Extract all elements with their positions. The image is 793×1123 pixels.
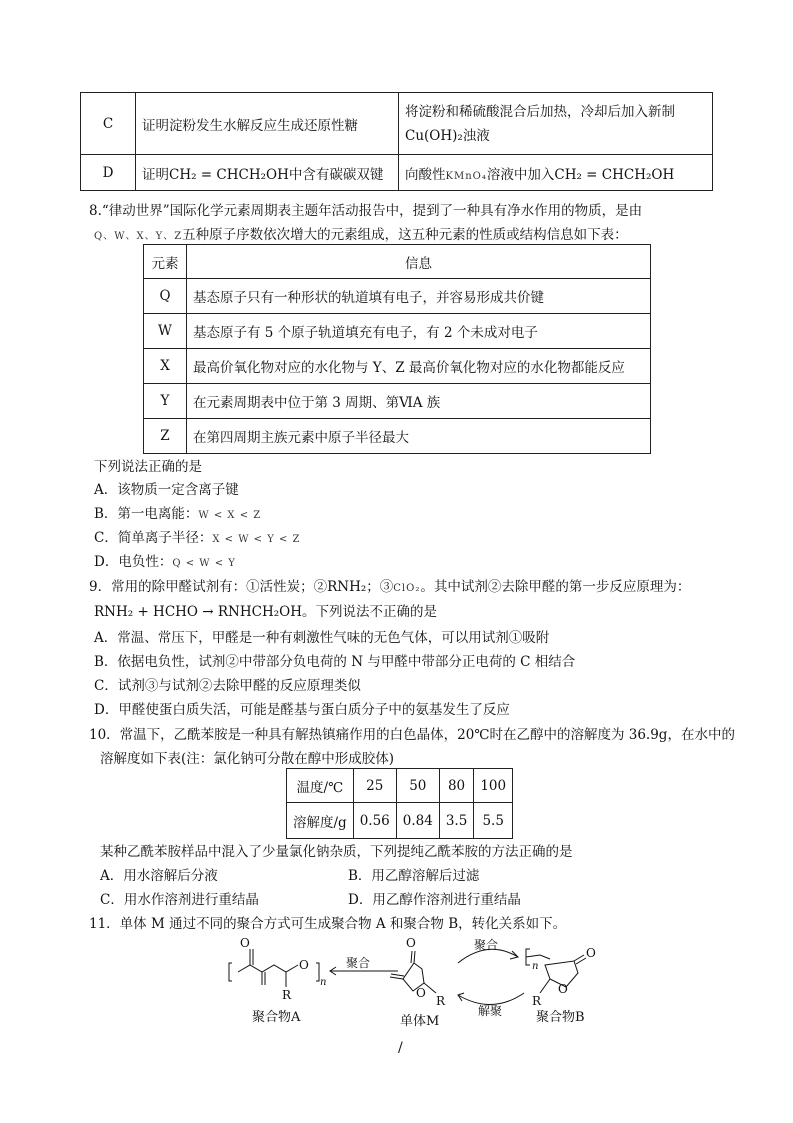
monomer-carbonyl bbox=[411, 951, 415, 963]
q8-stem-line-2 bbox=[94, 223, 628, 243]
option-text: C．简单离子半径： bbox=[94, 530, 213, 546]
q9-option-c: C．试剂③与试剂②去除甲醛的反应原理类似 bbox=[94, 678, 361, 694]
method-mid: 溶液中加入 bbox=[486, 166, 555, 183]
atom-o-b-ring: O bbox=[558, 982, 568, 996]
table-cell: 50 bbox=[396, 769, 439, 803]
q9-stem-line-2 bbox=[94, 600, 437, 620]
option-text: A．该物质一定含离子键 bbox=[94, 482, 239, 498]
method-cell bbox=[399, 155, 713, 191]
atom-o-m-ring: O bbox=[416, 986, 426, 1000]
element-cell: Y bbox=[144, 384, 187, 419]
exo-methylene bbox=[390, 974, 404, 979]
method-line-2: Cu(OH)₂浊液 bbox=[405, 127, 490, 144]
method-cell bbox=[399, 93, 713, 155]
bracket-left bbox=[229, 963, 232, 981]
q10-stem-line-1: 10．常温下，乙酰苯胺是一种具有解热镇痛作用的白色晶体，20℃时在乙醇中的溶解度为 36.9g，在水中的 bbox=[89, 727, 735, 743]
table-header-info: 信息 bbox=[187, 245, 651, 279]
q9-formula-clo2: ClO₂ bbox=[393, 583, 421, 594]
table-cell: 溶解度/g bbox=[287, 803, 354, 839]
q9-option-d: D．甲醛使蛋白质失活，可能是醛基与蛋白质分子中的氨基发生了反应 bbox=[94, 702, 510, 718]
element-cell: Z bbox=[144, 419, 187, 454]
q10-option-c: C．用水作溶剂进行重结晶 bbox=[100, 892, 259, 908]
q9-text: 。下列说法不正确的是 bbox=[302, 604, 437, 620]
q9-text: 。其中试剂②去除甲醛的第一步反应原理为： bbox=[420, 579, 691, 595]
arrow-bottom-label: 解聚 bbox=[478, 1004, 503, 1018]
atom-o-m: O bbox=[406, 936, 416, 950]
table-header-element: 元素 bbox=[144, 245, 187, 279]
q8-element-table bbox=[143, 244, 651, 454]
method-pre: 向酸性 bbox=[405, 166, 446, 183]
option-text: B．第一电离能： bbox=[94, 506, 199, 522]
atom-o-a2: O bbox=[299, 958, 309, 972]
q9-text: 9．常用的除甲醛试剂有：①活性炭；② bbox=[89, 579, 328, 595]
purpose-cell bbox=[136, 155, 399, 191]
q10-stem-line-2: 溶解度如下表(注：氯化钠可分散在醇中形成胶体) bbox=[100, 751, 395, 767]
info-cell: 在第四周期主族元素中原子半径最大 bbox=[187, 419, 651, 454]
q8-option-a bbox=[94, 478, 239, 498]
table-cell: 5.5 bbox=[474, 803, 513, 839]
q11-reaction-diagram bbox=[220, 935, 640, 1030]
atom-o-b: O bbox=[586, 946, 596, 960]
option-text: D．电负性： bbox=[94, 554, 173, 570]
table-cell: 100 bbox=[474, 769, 513, 803]
carbonyl-double-bond bbox=[250, 949, 253, 965]
polymer-b-backbone bbox=[526, 955, 550, 959]
row-label: D bbox=[81, 155, 136, 191]
table-cell: 0.56 bbox=[353, 803, 396, 839]
q8-prompt: 下列说法正确的是 bbox=[94, 459, 202, 475]
top-table bbox=[80, 92, 713, 191]
q10-option-d: D．用乙醇作溶剂进行重结晶 bbox=[348, 892, 521, 908]
table-cell: 温度/℃ bbox=[287, 769, 354, 803]
q10-prompt: 某种乙酰苯胺样品中混入了少量氯化钠杂质，下列提纯乙酰苯胺的方法正确的是 bbox=[100, 844, 573, 860]
element-cell: W bbox=[144, 314, 187, 349]
element-cell: Q bbox=[144, 279, 187, 314]
option-formula: W < X < Z bbox=[198, 510, 262, 521]
subscript-n-a: n bbox=[320, 977, 327, 988]
option-formula: X < W < Y < Z bbox=[212, 534, 301, 545]
row-label: C bbox=[81, 93, 136, 155]
purpose-pre: 证明 bbox=[142, 166, 169, 183]
table-cell: 80 bbox=[439, 769, 473, 803]
table-cell: 25 bbox=[353, 769, 396, 803]
atom-r-b: R bbox=[532, 994, 542, 1008]
vinyl-double-bond bbox=[262, 972, 265, 985]
arrow-left-label: 聚合 bbox=[346, 956, 371, 970]
q8-elements: Q、W、X、Y、Z bbox=[94, 231, 183, 242]
q9-option-a: A．常温、常压下，甲醛是一种有刺激性气味的无色气体，可以用试剂①吸附 bbox=[94, 630, 550, 646]
subscript-n-b: n bbox=[532, 961, 539, 972]
method-line-1: 将淀粉和稀硫酸混合后加热，冷却后加入新制 bbox=[405, 103, 675, 120]
q9-reaction: RNH₂ + HCHO → RNHCH₂OH bbox=[94, 604, 302, 620]
q9-text: ；③ bbox=[366, 579, 394, 595]
polymer-a-backbone bbox=[238, 965, 298, 972]
q10-solubility-table bbox=[286, 768, 513, 839]
q8-stem-line-1: 8.“律动世界”国际化学元素周期表主题年活动报告中，提到了一种具有净水作用的物质，是由 bbox=[89, 203, 643, 219]
purpose-post: 中含有碳碳双键 bbox=[288, 166, 384, 183]
table-cell: 3.5 bbox=[439, 803, 473, 839]
q11-stem: 11．单体 M 通过不同的聚合方式可生成聚合物 A 和聚合物 B，转化关系如下。 bbox=[89, 916, 567, 932]
purpose-formula: CH₂ = CHCH₂OH bbox=[169, 166, 289, 183]
table-cell: 0.84 bbox=[396, 803, 439, 839]
label-polymer-b: 聚合物B bbox=[536, 1010, 585, 1025]
atom-r-a: R bbox=[282, 988, 292, 1002]
label-polymer-a: 聚合物A bbox=[252, 1010, 301, 1025]
element-cell: X bbox=[144, 349, 187, 384]
page-mark: / bbox=[398, 1040, 403, 1056]
atom-o-a: O bbox=[240, 936, 250, 950]
q8-option-d bbox=[94, 550, 236, 570]
info-cell: 基态原子只有一种形状的轨道填有电子，并容易形成共价键 bbox=[187, 279, 651, 314]
option-formula: Q < W < Y bbox=[172, 558, 236, 569]
info-cell: 在元素周期表中位于第 3 周期、第ⅥA 族 bbox=[187, 384, 651, 419]
info-cell: 基态原子有 5 个原子轨道填充有电子，有 2 个未成对电子 bbox=[187, 314, 651, 349]
label-monomer-m: 单体M bbox=[400, 1014, 440, 1029]
arrow-bottom-curve bbox=[458, 993, 524, 1005]
q8-stem-text: 五种原子序数依次增大的元素组成，这五种元素的性质或结构信息如下表： bbox=[182, 227, 628, 243]
q10-option-a: A．用水溶解后分液 bbox=[100, 868, 218, 884]
info-cell: 最高价氧化物对应的水化物与 Y、Z 最高价氧化物对应的水化物都能反应 bbox=[187, 349, 651, 384]
q8-option-c bbox=[94, 526, 301, 546]
q9-option-b: B．依据电负性，试剂②中带部分负电荷的 N 与甲醛中带部分正电荷的 C 相结合 bbox=[94, 654, 576, 670]
method-reagent: KMnO₄ bbox=[445, 170, 487, 182]
purpose-cell: 证明淀粉发生水解反应生成还原性糖 bbox=[136, 93, 399, 155]
method-formula: CH₂ = CHCH₂OH bbox=[554, 166, 675, 183]
polymer-b-r-bond bbox=[540, 979, 550, 993]
arrow-top-label: 聚合 bbox=[474, 938, 499, 952]
atom-r-m: R bbox=[436, 994, 446, 1008]
bracket-right bbox=[316, 963, 319, 981]
polymer-b-carbonyl bbox=[574, 955, 586, 964]
q8-option-b bbox=[94, 502, 261, 522]
q9-formula-rnh2: RNH₂ bbox=[327, 579, 367, 595]
q9-stem-line-1 bbox=[89, 575, 690, 595]
q10-option-b: B．用乙醇溶解后过滤 bbox=[348, 868, 480, 884]
